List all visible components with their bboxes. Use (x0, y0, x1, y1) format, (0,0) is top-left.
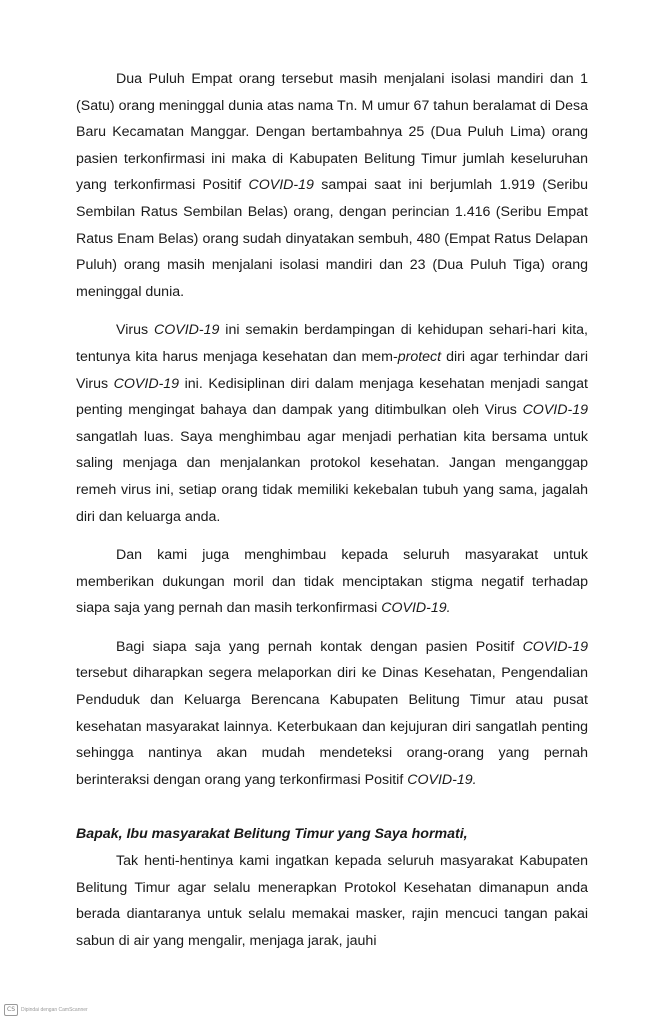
text-run: tersebut diharapkan segera melaporkan diri ke Dinas Kesehatan, Pengendalian Penduduk dan Keluarga Berencana Kabupaten Belitung Timur atau pusat kesehatan masyarakat lainnya. Keterbukaan dan kejujuran diri sangatlah penting sehingga nantinya akan mudah mendeteksi orang-orang yang pernah berinteraksi dengan orang yang terkonfirmasi Positif (76, 665, 588, 788)
camscanner-watermark (4, 1004, 88, 1016)
paragraph-spacer (76, 622, 588, 634)
text-run: Bagi siapa saja yang pernah kontak dengan pasien Positif (116, 638, 523, 655)
text-run: Tak henti-hentinya kami ingatkan kepada seluruh masyarakat Kabupaten Belitung Timur agar selalu menerapkan Protokol Kesehatan dimanapun anda berada diantaranya untuk selalu memakai masker, rajin mencuci tangan pakai sabun di air yang mengalir, menjaga jarak, jauhi (76, 853, 588, 949)
italic-text-run: COVID-19 (153, 322, 220, 339)
text-run: diri agar terhindar dari Virus (76, 348, 588, 392)
italic-text-run: COVID-19. (407, 771, 477, 788)
document-page (76, 66, 588, 954)
text-run: Dan kami juga menghimbau kepada seluruh masyarakat untuk memberikan dukungan moril dan tidak menciptakan stigma negatif terhadap siapa saja yang pernah dan masih terkonfirmasi (76, 547, 588, 617)
italic-text-run: COVID-19 (113, 375, 180, 392)
text-run: Dua Puluh Empat orang tersebut masih menjalani isolasi mandiri dan 1 (Satu) orang meninggal dunia atas nama Tn. M umur 67 tahun beralamat di Desa Baru Kecamatan Manggar. Dengan bertambahnya 25 (Dua Puluh Lima) orang pasien terkonfirmasi ini maka di Kabupaten Belitung Timur jumlah keseluruhan yang terkonfirmasi Positif (76, 71, 588, 194)
paragraph-5 (76, 848, 588, 954)
italic-text-run: COVID-19 (248, 177, 314, 194)
text-run: sampai saat ini berjumlah 1.919 (Seribu Sembilan Ratus Sembilan Belas) orang, dengan perincian 1.416 (Seribu Empat Ratus Enam Belas) orang sudah dinyatakan sembuh, 480 (Empat Ratus Delapan Puluh) orang masih menjalani isolasi mandiri dan 23 (Dua Puluh Tiga) orang meninggal dunia. (76, 177, 588, 300)
italic-text-run: COVID-19 (522, 402, 588, 419)
text-run: ini. Kedisiplinan diri dalam menjaga kesehatan menjadi sangat penting mengingat bahaya dan dampak yang ditimbulkan oleh Virus (76, 375, 588, 419)
italic-text-run: COVID-19 (522, 638, 588, 655)
paragraph-3 (76, 542, 588, 622)
italic-text-run: COVID-19. (381, 600, 451, 617)
paragraph-spacer (76, 305, 588, 317)
italic-text-run: protect (397, 348, 442, 365)
text-run: sangatlah luas. Saya menghimbau agar menjadi perhatian kita bersama untuk saling menjaga dan menjalankan protokol kesehatan. Jangan menganggap remeh virus ini, setiap orang tidak memiliki kekebalan tubuh yang sama, jagalah diri dan keluarga anda. (76, 428, 588, 525)
text-run: Virus (116, 322, 154, 339)
paragraph-4 (76, 634, 588, 794)
paragraph-2 (76, 317, 588, 530)
section-spacer (76, 793, 588, 821)
section-heading: Bapak, Ibu masyarakat Belitung Timur yang Saya hormati, (76, 826, 468, 843)
paragraph-1 (76, 66, 588, 305)
text-run: ini semakin berdampingan di kehidupan sehari-hari kita, tentunya kita harus menjaga kesehatan dan mem- (76, 322, 588, 365)
camscanner-logo-icon: CS (4, 1004, 18, 1016)
watermark-caption: Dipindai dengan CamScanner (21, 1007, 88, 1013)
paragraph-spacer (76, 530, 588, 542)
